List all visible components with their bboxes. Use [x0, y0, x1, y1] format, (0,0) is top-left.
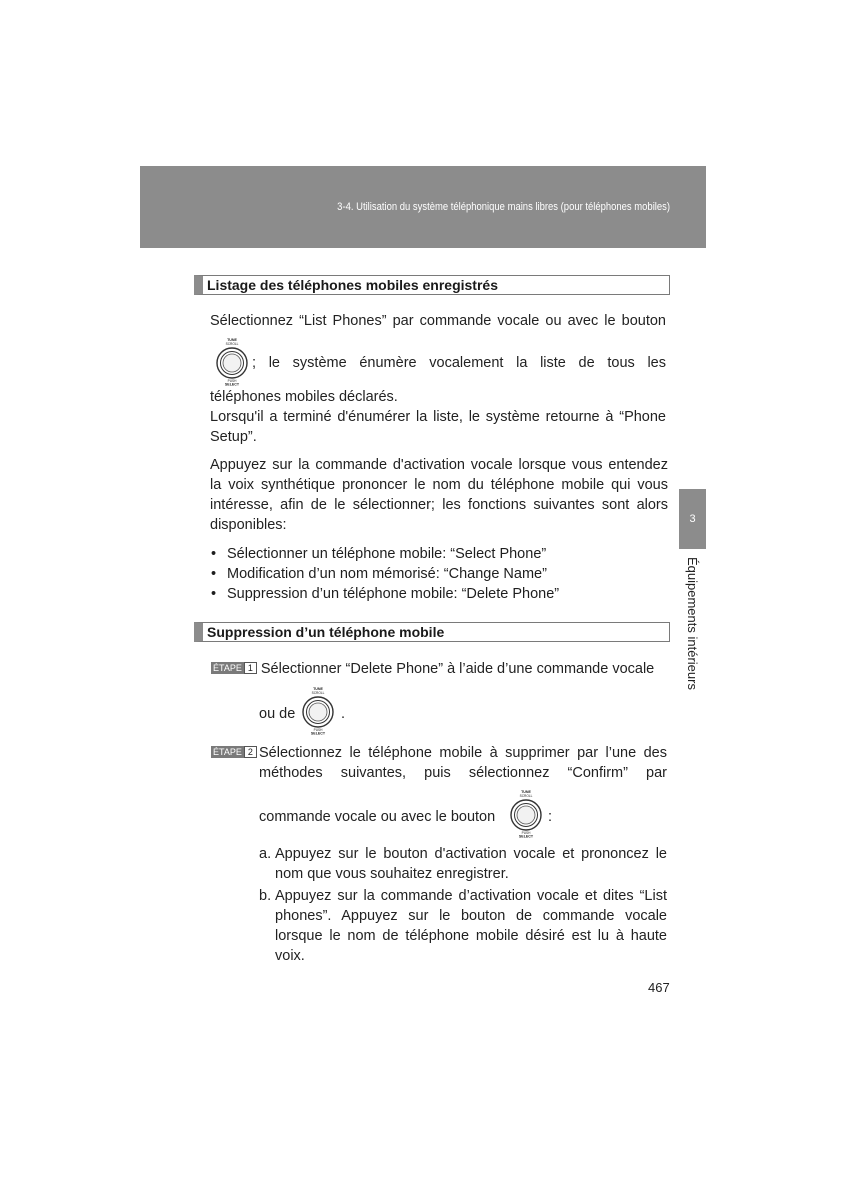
step1-line2: ou de — [259, 706, 296, 722]
tune-scroll-knob-icon — [210, 336, 254, 386]
svg-text:PUSH: PUSH — [313, 728, 323, 732]
chapter-number: 3 — [689, 513, 696, 525]
option-a-text: Appuyez sur le bouton d'activation vocale et prononcez le nom que vous souhaitez enregistrer. — [275, 846, 667, 882]
tune-scroll-knob-icon — [296, 685, 340, 735]
svg-text:SELECT: SELECT — [224, 382, 240, 386]
svg-text:TUNE: TUNE — [227, 338, 237, 342]
step2-line2: méthodes suivantes, puis sélectionnez “Confirm” par — [259, 765, 667, 781]
section1-para1-line2: ; le système énumère vocalement la liste de tous les — [252, 355, 666, 371]
page-number: 467 — [648, 980, 670, 995]
svg-text:SELECT: SELECT — [310, 731, 326, 735]
svg-text:SCROLL: SCROLL — [225, 342, 239, 346]
chapter-side-label: Équipements intérieurs — [685, 557, 700, 690]
svg-text:TUNE: TUNE — [521, 790, 531, 794]
section1-para3: Appuyez sur la commande d'activation vocale lorsque vous entendez la voix synthétique prononcer le nom du téléphone mobile qui vous intéresse, afin de le sélectionner; les fonctions suivantes sont alors disponibles: — [210, 457, 668, 533]
option-b-marker: b. — [259, 888, 272, 904]
option-b-text: Appuyez sur la commande d’activation vocale et dites “List phones”. Appuyez sur le bouton de commande vocale lorsque le nom de téléphone mobile désiré est lu à haute voix. — [275, 888, 667, 964]
svg-text:TUNE: TUNE — [313, 687, 323, 691]
list-item: • Sélectionner un téléphone mobile: “Select Phone” — [210, 544, 670, 564]
step2-line1: Sélectionnez le téléphone mobile à supprimer par l’une des — [259, 745, 667, 761]
chapter-number-tab — [679, 489, 706, 549]
list-item: • Suppression d’un téléphone mobile: “Delete Phone” — [210, 584, 670, 604]
svg-text:PUSH: PUSH — [227, 379, 237, 383]
tune-scroll-knob-icon — [504, 788, 548, 838]
step-badge-1: ÉTAPE 1 — [211, 662, 257, 674]
section1-para1-line1: Sélectionnez “List Phones” par commande vocale ou avec le bouton — [210, 313, 666, 329]
section1-para2-line1: Lorsqu'il a terminé d'énumérer la liste, le système retourne à “Phone — [210, 409, 666, 425]
step1-end: . — [341, 706, 346, 722]
svg-text:SCROLL: SCROLL — [311, 691, 325, 695]
step2-line3: commande vocale ou avec le bouton — [259, 809, 496, 825]
option-a-marker: a. — [259, 846, 272, 862]
step1-text: Sélectionner “Delete Phone” à l’aide d’une commande vocale — [260, 661, 655, 677]
chapter-title: 3-4. Utilisation du système téléphonique mains libres (pour téléphones mobiles) — [337, 201, 670, 213]
svg-text:SCROLL: SCROLL — [519, 794, 533, 798]
available-functions-list — [210, 544, 670, 604]
svg-text:PUSH: PUSH — [521, 831, 531, 835]
svg-text:SELECT: SELECT — [518, 834, 534, 838]
section-heading-delete: Suppression d’un téléphone mobile — [194, 622, 670, 642]
section1-para2-line2: Setup”. — [210, 429, 257, 445]
step-badge-2: ÉTAPE 2 — [211, 746, 257, 758]
step2-end: : — [548, 809, 553, 825]
section-heading-listing: Listage des téléphones mobiles enregistrés — [194, 275, 670, 295]
list-item: • Modification d’un nom mémorisé: “Change Name” — [210, 564, 670, 584]
step1-row — [211, 659, 669, 679]
section1-para1-line3: téléphones mobiles déclarés. — [210, 389, 398, 405]
chapter-header-band — [140, 166, 706, 248]
